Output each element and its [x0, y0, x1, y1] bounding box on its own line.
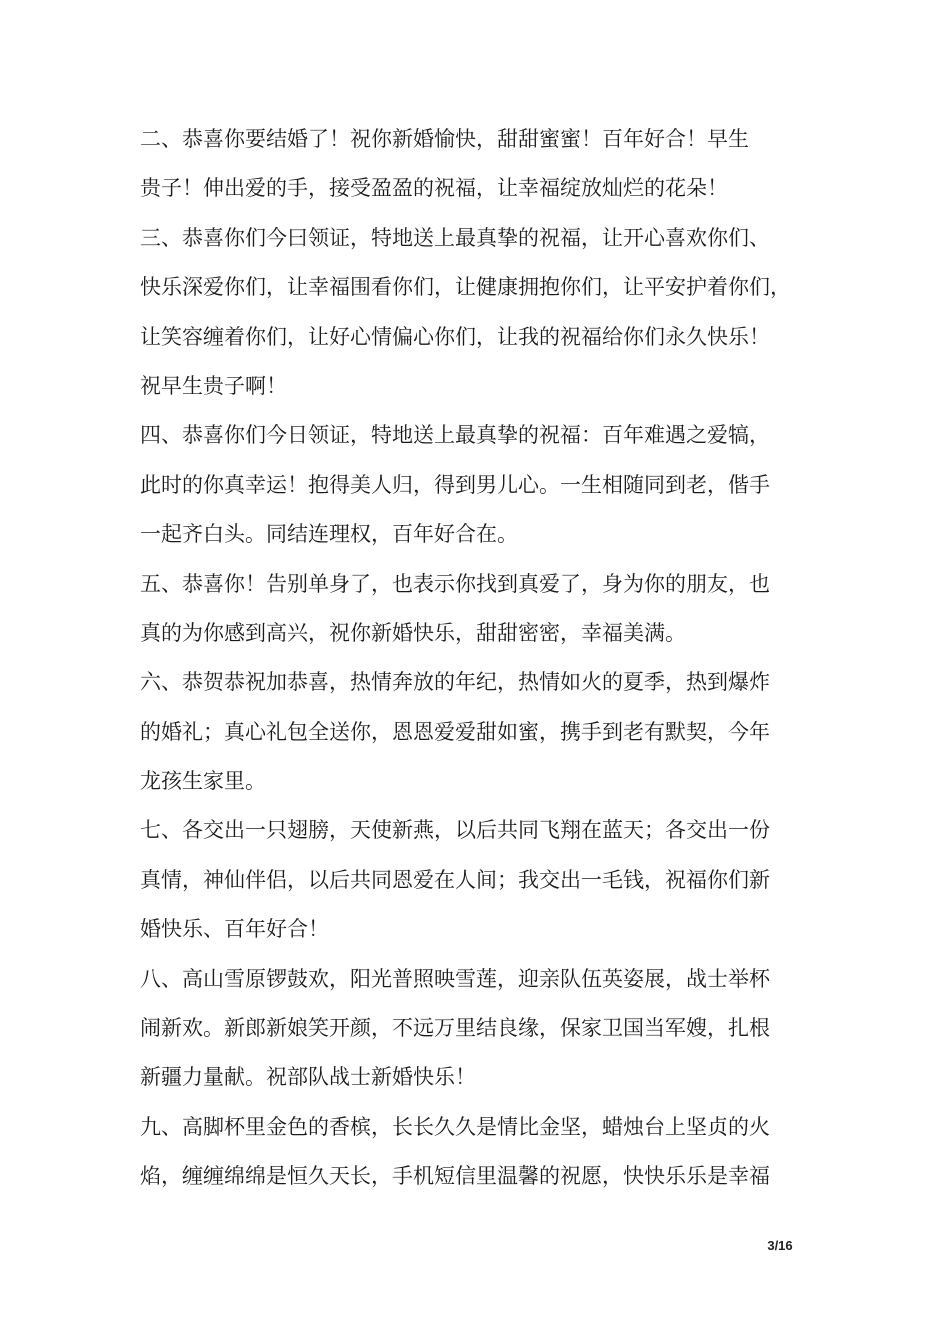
text-line: 八、高山雪原锣鼓欢，阳光普照映雪莲，迎亲队伍英姿展，战士举杯: [140, 966, 770, 991]
text-line: 一起齐白头。同结连理权，百年好合在。: [140, 522, 518, 547]
text-line: 龙孩生家里。: [140, 769, 266, 794]
text-line: 七、各交出一只翅膀，天使新燕，以后共同飞翔在蓝天；各交出一份: [140, 818, 770, 843]
text-line: 六、恭贺恭祝加恭喜，热情奔放的年纪，热情如火的夏季，热到爆炸: [140, 670, 770, 695]
text-line: 婚快乐、百年好合！: [140, 917, 329, 942]
text-line: 真的为你感到高兴，祝你新婚快乐，甜甜密密，幸福美满。: [140, 620, 686, 645]
text-line: 三、恭喜你们今曰领证，特地送上最真挚的祝福，让开心喜欢你们、: [140, 225, 770, 250]
text-line: 五、恭喜你！告别单身了，也表示你找到真爱了，身为你的朋友，也: [140, 571, 770, 596]
text-line: 二、恭喜你要结婚了！祝你新婚愉快，甜甜蜜蜜！百年好合！早生: [140, 127, 749, 151]
text-line: 让笑容缠着你们，让好心情偏心你们，让我的祝福给你们永久快乐！: [140, 324, 770, 349]
text-line: 真情，神仙伴侣，以后共同恩爱在人间；我交出一毛钱，祝福你们新: [140, 867, 770, 892]
text-line: 此时的你真幸运！抱得美人归，得到男儿心。一生相随同到老，偕手: [140, 472, 770, 497]
text-line: 四、恭喜你们今日领证，特地送上最真挚的祝福：百年难遇之爱犒，: [140, 423, 770, 448]
text-line: 的婚礼；真心礼包全送你，恩恩爱爱甜如蜜，携手到老有默契，今年: [140, 719, 770, 744]
text-line: 快乐深爱你们，让幸福围看你们，让健康拥抱你们，让平安护着你们，: [140, 275, 791, 300]
text-line: 贵子！伸出爱的手，接受盈盈的祝福，让幸福绽放灿烂的花朵！: [140, 176, 728, 201]
text-line: 祝早生贵子啊！: [140, 373, 287, 398]
text-line: 闹新欢。新郎新娘笑开颜，不远万里结良缘，保家卫国当军嫂，扎根: [140, 1016, 770, 1041]
text-line: 新疆力量献。祝部队战士新婚快乐！: [140, 1065, 476, 1090]
page-number: 3/16: [767, 1238, 793, 1253]
document-body: [140, 115, 830, 1202]
text-line: 九、高脚杯里金色的香槟，长长久久是情比金坚，蜡烛台上坚贞的火: [140, 1114, 770, 1139]
text-line: 焰，缠缠绵绵是恒久天长，手机短信里温馨的祝愿，快快乐乐是幸福: [140, 1164, 770, 1189]
